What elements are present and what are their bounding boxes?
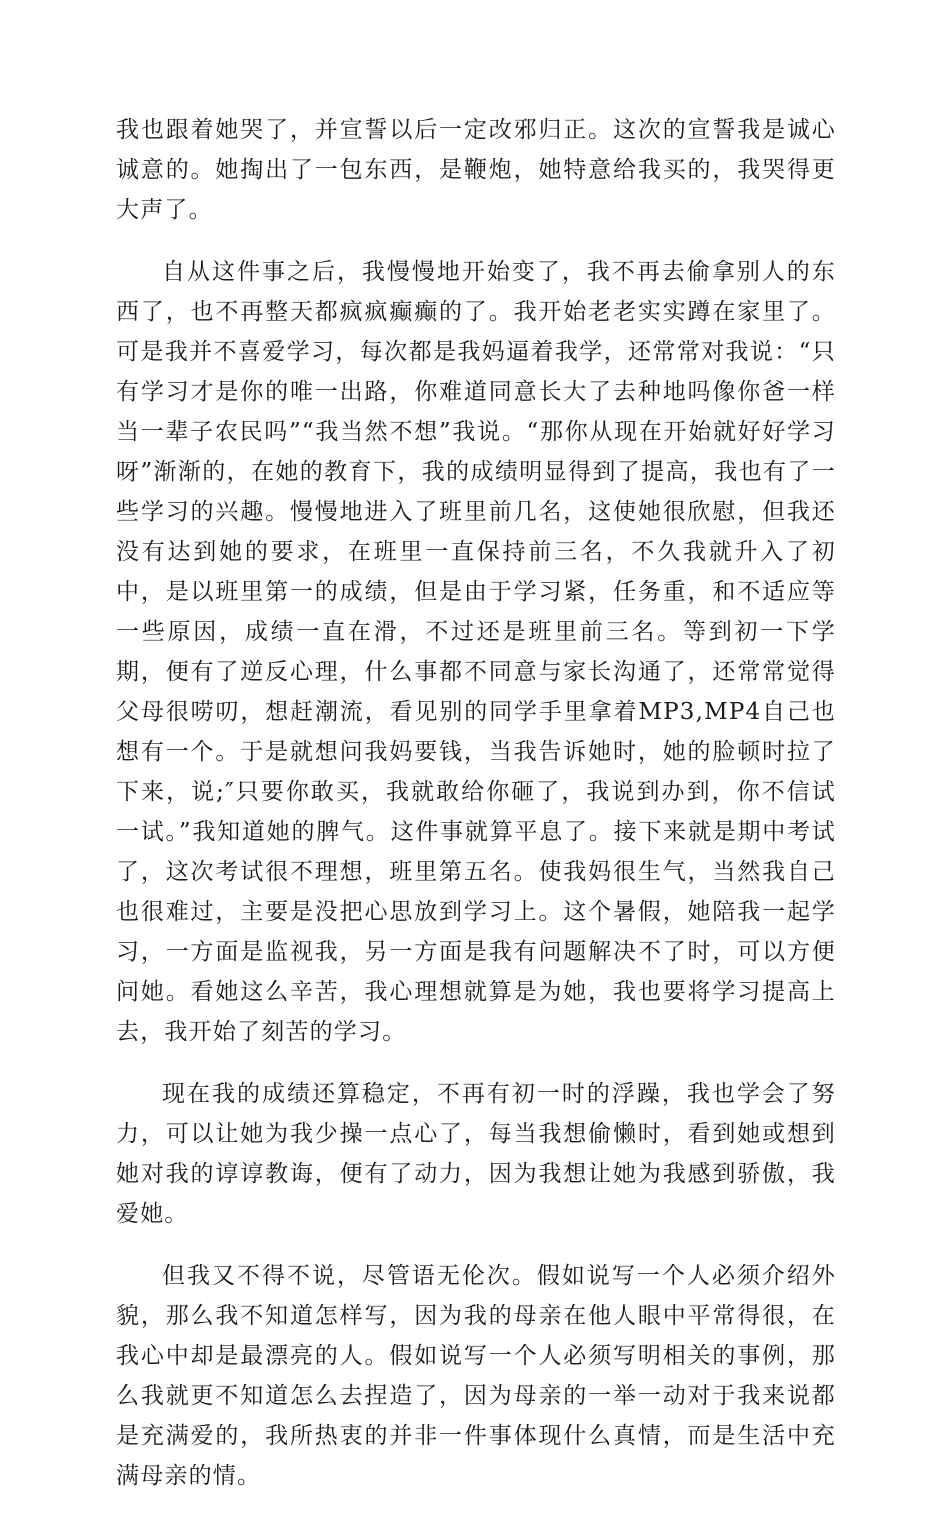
- paragraph-1: 我也跟着她哭了，并宣誓以后一定改邪归正。这次的宣誓我是诚心诚意的。她掏出了一包东西，是鞭炮，她特意给我买的，我哭得更大声了。: [116, 117, 836, 223]
- paragraph-3: 现在我的成绩还算稳定，不再有初一时的浮躁，我也学会了努力，可以让她为我少操一点心了，每当我想偷懒时，看到她或想到她对我的谆谆教诲，便有了动力，因为我想让她为我感到骄傲，我爱她。: [116, 1081, 836, 1227]
- paragraph-4: 但我又不得不说，尽管语无伦次。假如说写一个人必须介绍外貌，那么我不知道怎样写，因为我的母亲在他人眼中平常得很，在我心中却是最漂亮的人。假如说写一个人必须写明相关的事例，那么我就更不知道怎么去捏造了，因为母亲的一举一动对于我来说都是充满爱的，我所热衷的并非一件事体现什么真情，而是生活中充满母亲的情。: [116, 1263, 836, 1489]
- paragraph-2: 自从这件事之后，我慢慢地开始变了，我不再去偷拿别人的东西了，也不再整天都疯疯癫癫的了。我开始老老实实蹲在家里了。可是我并不喜爱学习，每次都是我妈逼着我学，还常常对我说：“只有学习才是你的唯一出路，你难道同意长大了去种地吗像你爸一样当一辈子农民吗”“我当然不想”我说。“那你从现在开始就好好学习呀”渐渐的，在她的教育下，我的成绩明显得到了提高，我也有了一些学习的兴趣。慢慢地进入了班里前几名，这使她很欣慰，但我还没有达到她的要求，在班里一直保持前三名，不久我就升入了初中，是以班里第一的成绩，但是由于学习紧，任务重，和不适应等一些原因，成绩一直在滑，不过还是班里前三名。等到初一下学期，便有了逆反心理，什么事都不同意与家长沟通了，还常常觉得父母很唠叨，想赶潮流，看见别的同学手里拿着MP3,MP4自己也想有一个。于是就想问我妈要钱，当我告诉她时，她的脸顿时拉了下来，说;″只要你敢买，我就敢给你砸了，我说到办到，你不信试一试。”我知道她的脾气。这件事就算平息了。接下来就是期中考试了，这次考试很不理想，班里第五名。使我妈很生气，当然我自己也很难过，主要是没把心思放到学习上。这个暑假，她陪我一起学习，一方面是监视我，另一方面是我有问题解决不了时，可以方便问她。看她这么辛苦，我心理想就算是为她，我也要将学习提高上去，我开始了刻苦的学习。: [116, 259, 836, 1045]
- document-page: [116, 110, 836, 1518]
